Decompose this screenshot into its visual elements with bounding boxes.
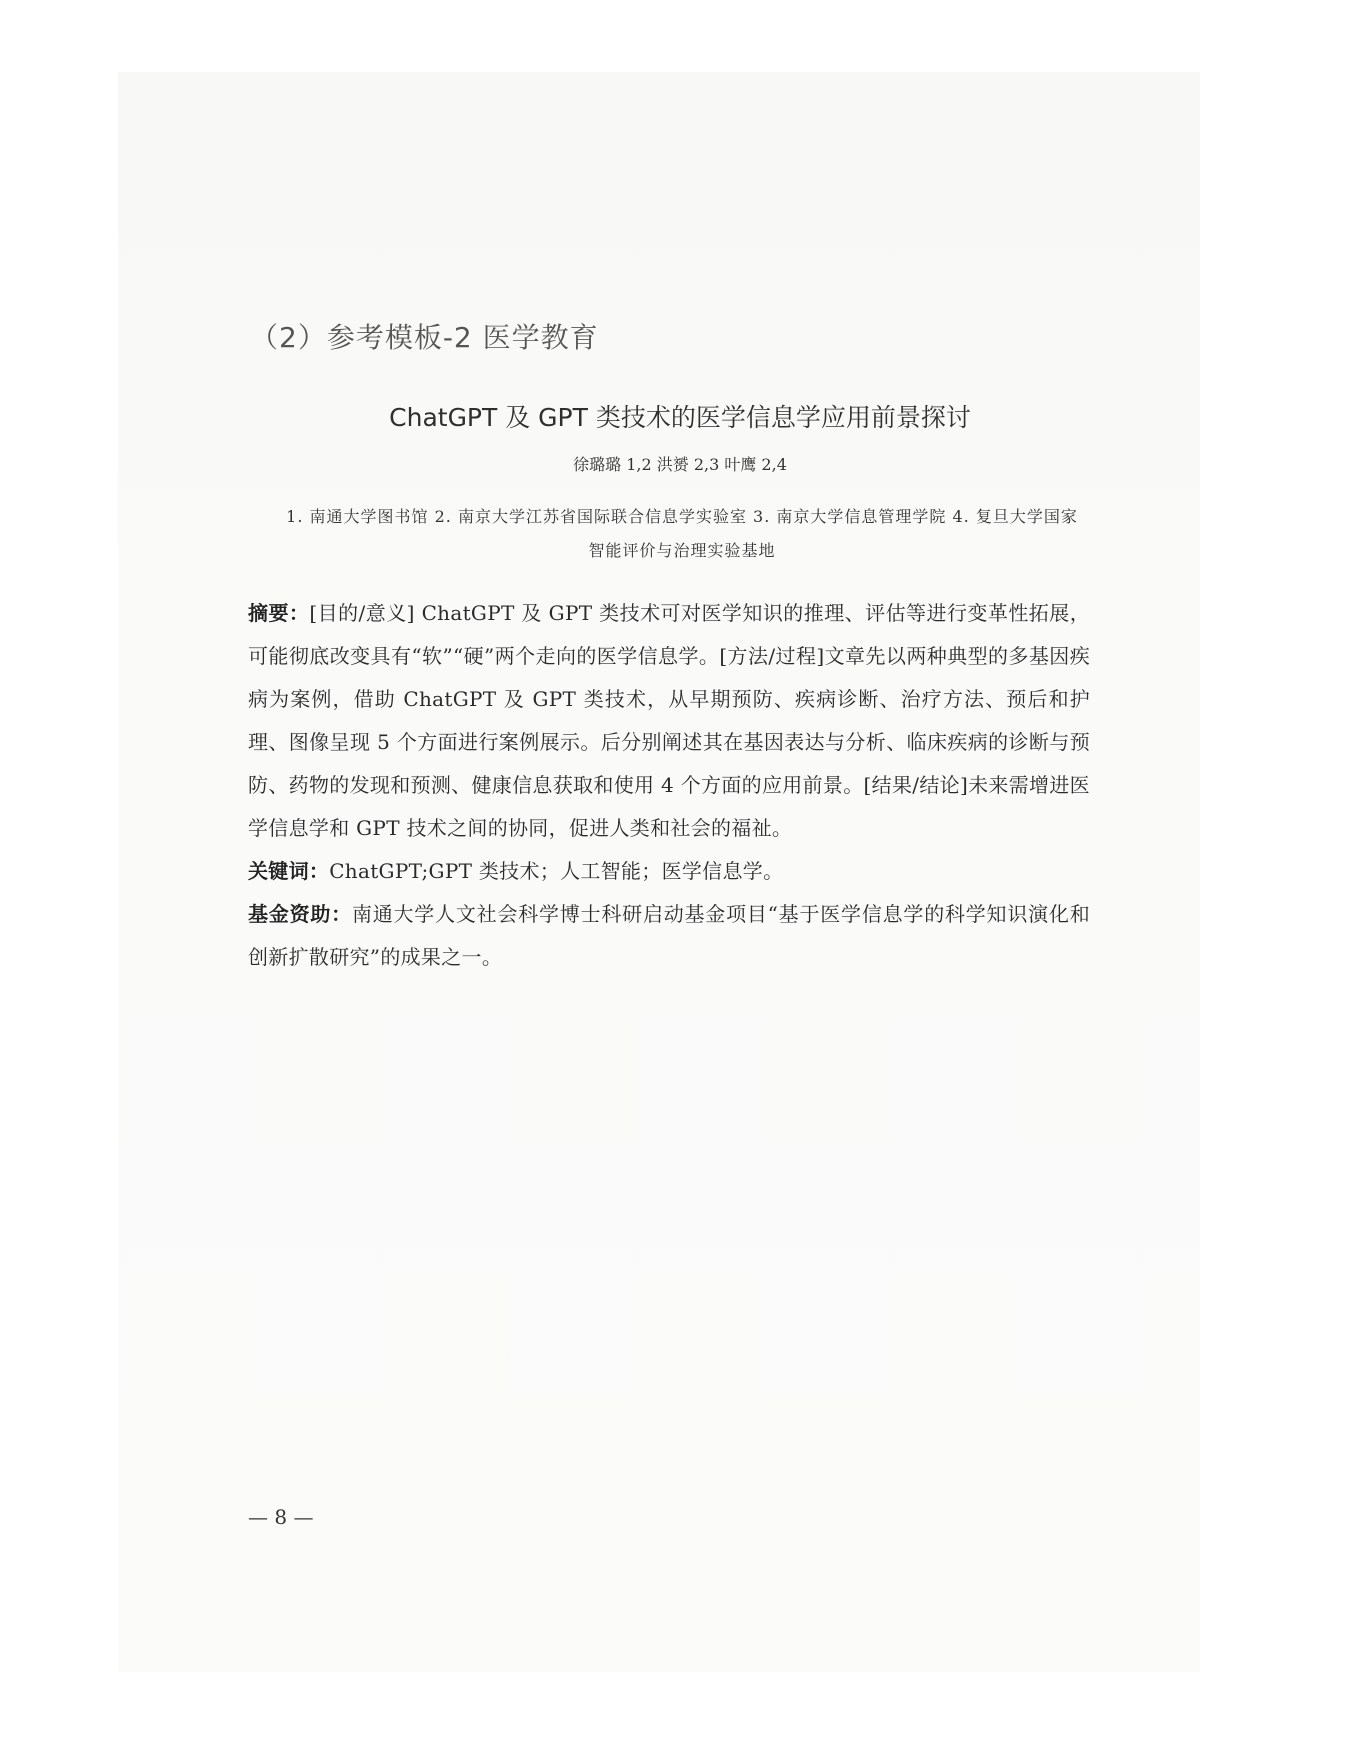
author-list: 徐璐璐 1,2 洪赟 2,3 叶鹰 2,4 [573,455,787,474]
funding-text: 南通大学人文社会科学博士科研启动基金项目“基于医学信息学的科学知识演化和创新扩散研究”的成果之一。 [248,902,1090,969]
author-affiliations: 1. 南通大学图书馆 2. 南京大学江苏省国际联合信息学实验室 3. 南京大学信息管理学院 4. 复旦大学国家智能评价与治理实验基地 [286,507,1078,560]
keywords-text: ChatGPT;GPT 类技术；人工智能；医学信息学。 [329,859,784,883]
page-number: — 8 — [248,1505,314,1529]
abstract-section [248,592,1090,979]
funding-paragraph [248,893,1090,979]
abstract-label: 摘要： [248,601,310,625]
section-heading: （2）参考模板-2 医学教育 [250,321,599,354]
abstract-text: [目的/意义] ChatGPT 及 GPT 类技术可对医学知识的推理、评估等进行变革性拓展，可能彻底改变具有“软”“硬”两个走向的医学信息学。[方法/过程]文章先以两种典型的多基因疾病为案例，借助 ChatGPT 及 GPT 类技术，从早期预防、疾病诊断、治疗方法、预后和护理、图像呈现 5 个方面进行案例展示。后分别阐述其在基因表达与分析、临床疾病的诊断与预防、药物的发现和预测、健康信息获取和使用 4 个方面的应用前景。[结果/结论]未来需增进医学信息学和 GPT 技术之间的协同，促进人类和社会的福祉。 [248,601,1090,840]
paper-title: ChatGPT 及 GPT 类技术的医学信息学应用前景探讨 [389,403,971,432]
keywords-paragraph [248,850,1090,893]
keywords-label: 关键词： [248,859,330,883]
abstract-paragraph [248,592,1090,850]
funding-label: 基金资助： [248,902,352,926]
